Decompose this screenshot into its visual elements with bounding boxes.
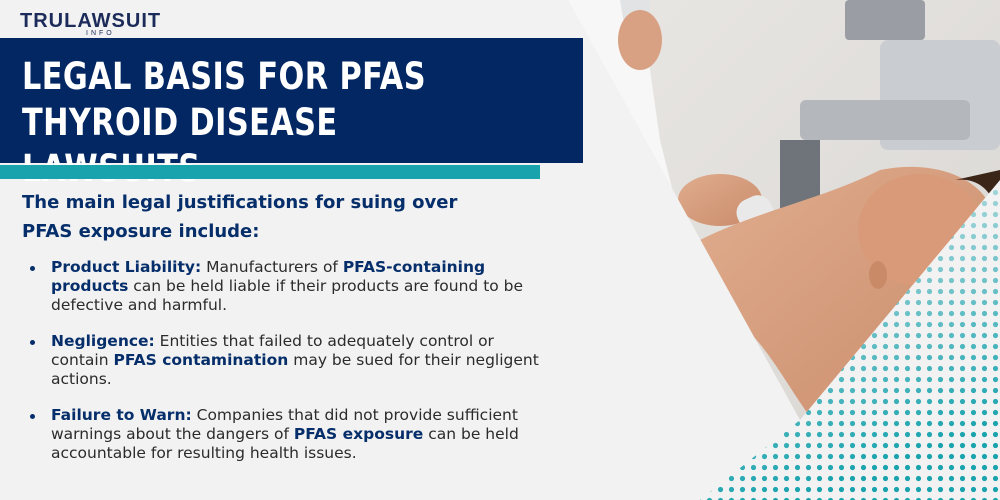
bullet-text: Entities that failed to adequately control or contain	[51, 332, 494, 369]
bullet-text: can be held accountable for resulting health issues.	[51, 425, 519, 462]
list-item-failure-to-warn	[30, 406, 540, 463]
bullet-term: Failure to Warn:	[51, 406, 192, 424]
bullet-term: Negligence:	[51, 332, 155, 350]
intro-text: The main legal justifications for suing over PFAS exposure include:	[22, 192, 458, 242]
bullet-text: can be held liable if their products are found to be defective and harmful.	[51, 277, 524, 314]
bullet-text: Companies that did not provide sufficient warnings about the dangers of	[51, 406, 518, 443]
list-item-product-liability	[30, 258, 540, 315]
accent-bar	[0, 165, 540, 179]
logo-text: TRULAWSUIT	[20, 10, 162, 32]
page-title: LEGAL BASIS FOR PFAS THYROID DISEASE	[22, 55, 426, 144]
justifications-list	[30, 258, 540, 480]
bullet-text: Manufacturers of	[201, 258, 343, 276]
bullet-emphasis: PFAS contamination	[113, 351, 289, 369]
logo-subtext: INFO	[86, 30, 115, 37]
bullet-text: may be sued for their negligent actions.	[51, 351, 539, 388]
bullet-term: Product Liability:	[51, 258, 202, 276]
bullet-emphasis: PFAS exposure	[293, 425, 424, 443]
title-banner	[0, 38, 583, 163]
list-item-negligence	[30, 332, 540, 389]
bullet-emphasis: PFAS-containing products	[51, 258, 486, 295]
trulawsuit-logo[interactable]	[20, 6, 162, 40]
